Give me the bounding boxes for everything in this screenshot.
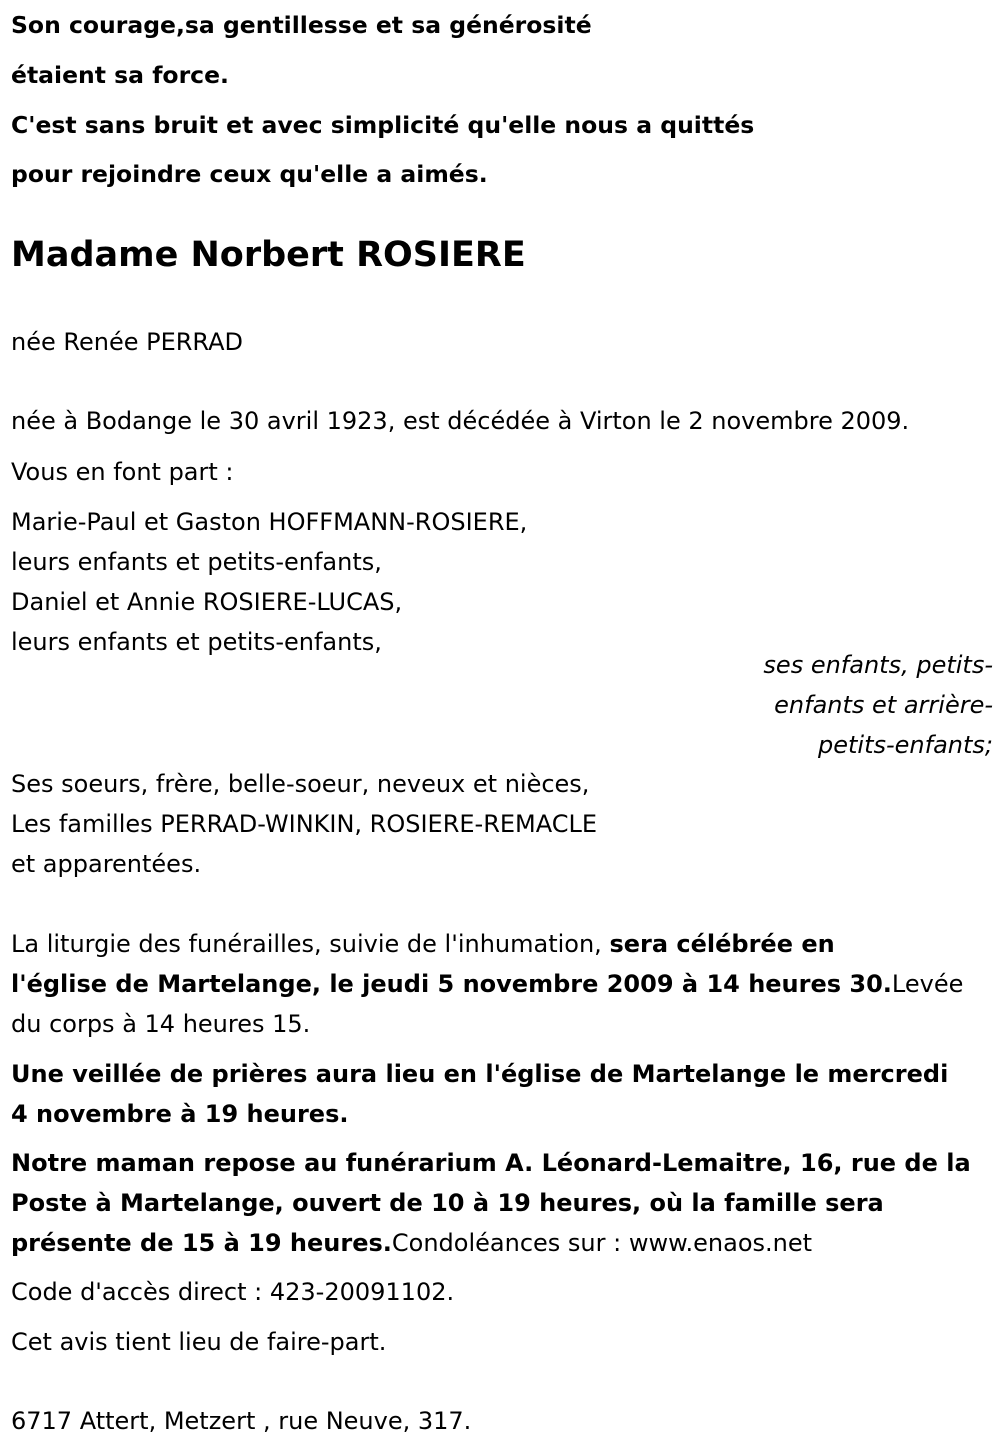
funeral-line-2-text: Levée: [891, 970, 964, 998]
rest-line-3: [11, 1228, 812, 1258]
family-line-4: leurs enfants et petits-enfants,: [11, 628, 382, 656]
family-note-line-3: petits-enfants;: [818, 731, 993, 759]
access-code-line: Code d'accès direct : 423-20091102.: [11, 1278, 455, 1306]
vigil-line-2: 4 novembre à 19 heures.: [11, 1100, 349, 1128]
family-line-3: Daniel et Annie ROSIERE-LUCAS,: [11, 588, 403, 616]
funeral-line-2-emphasis: l'église de Martelange, le jeudi 5 novembre 2009 à 14 heures 30.: [11, 970, 892, 998]
vigil-line-1: Une veillée de prières aura lieu en l'église de Martelange le mercredi: [11, 1060, 949, 1088]
birth-death-line: née à Bodange le 30 avril 1923, est décédée à Virton le 2 novembre 2009.: [11, 407, 910, 435]
relatives-line-3: et apparentées.: [11, 850, 202, 878]
announce-line: Vous en font part :: [11, 458, 234, 486]
family-note-line-2: enfants et arrière-: [774, 691, 993, 719]
address-line: 6717 Attert, Metzert , rue Neuve, 317.: [11, 1407, 472, 1435]
funeral-line-1: [11, 929, 835, 959]
funeral-line-3: du corps à 14 heures 15.: [11, 1010, 311, 1038]
intro-line-3: C'est sans bruit et avec simplicité qu'elle nous a quittés: [11, 111, 755, 139]
notice-line: Cet avis tient lieu de faire-part.: [11, 1328, 387, 1356]
funeral-line-1-emphasis: sera célébrée en: [609, 930, 835, 958]
relatives-line-2: Les familles PERRAD-WINKIN, ROSIERE-REMACLE: [11, 810, 598, 838]
family-line-2: leurs enfants et petits-enfants,: [11, 548, 382, 576]
intro-line-4: pour rejoindre ceux qu'elle a aimés.: [11, 160, 488, 188]
rest-line-1: Notre maman repose au funérarium A. Léonard-Lemaitre, 16, rue de la: [11, 1149, 971, 1177]
intro-line-1: Son courage,sa gentillesse et sa générosité: [11, 11, 592, 39]
condolences-text: Condoléances sur : www.enaos.net: [391, 1229, 813, 1257]
intro-line-2: étaient sa force.: [11, 61, 229, 89]
deceased-name: Madame Norbert ROSIERE: [11, 235, 526, 275]
rest-line-2: Poste à Martelange, ouvert de 10 à 19 heures, où la famille sera: [11, 1189, 884, 1217]
family-note-line-1: ses enfants, petits-: [763, 651, 993, 679]
maiden-name: née Renée PERRAD: [11, 328, 244, 356]
rest-line-3-emphasis: présente de 15 à 19 heures.: [11, 1229, 392, 1257]
relatives-line-1: Ses soeurs, frère, belle-soeur, neveux et nièces,: [11, 770, 590, 798]
funeral-line-1-text: La liturgie des funérailles, suivie de l'inhumation,: [11, 930, 610, 958]
family-line-1: Marie-Paul et Gaston HOFFMANN-ROSIERE,: [11, 508, 528, 536]
funeral-line-2: [11, 969, 963, 999]
